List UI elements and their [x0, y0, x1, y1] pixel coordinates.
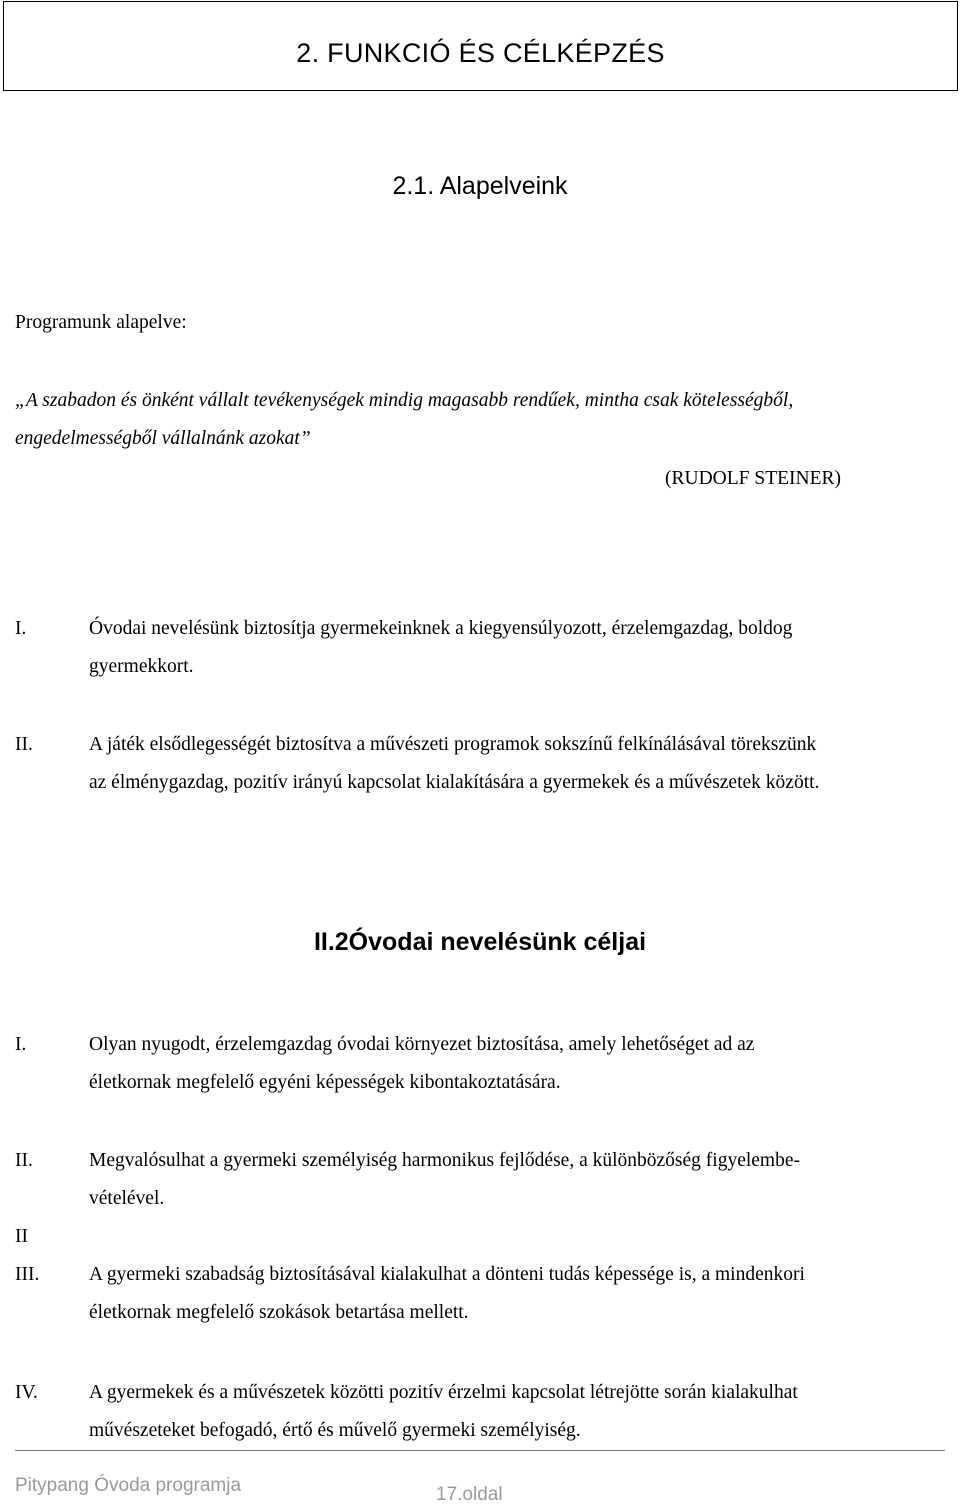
item-number-fragment: II [15, 1226, 28, 1247]
quote-author: (RUDOLF STEINER) [665, 468, 842, 489]
item-line-1: Óvodai nevelésünk biztosítja gyermekeinknek a kiegyensúlyozott, érzelemgazdag, boldog [89, 618, 793, 639]
footer-document-name: Pitypang Óvoda programja [15, 1475, 242, 1496]
item-line-2: életkornak megfelelő egyéni képességek kibontakoztatására. [89, 1072, 561, 1093]
item-line-2: az élménygazdag, pozitív irányú kapcsolat kialakítására a gyermekek és a művészetek között. [89, 772, 820, 793]
footer-page-number: 17.oldal [436, 1484, 503, 1505]
item-line-2: vételével. [89, 1188, 165, 1209]
document-title: 2. FUNKCIÓ ÉS CÉLKÉPZÉS [296, 38, 665, 68]
item-line-1: A gyermekek és a művészetek közötti pozitív érzelmi kapcsolat létrejötte során kialakulhat [89, 1382, 798, 1403]
item-line-2: életkornak megfelelő szokások betartása mellett. [89, 1302, 469, 1323]
item-line-1: A játék elsődlegességét biztosítva a művészeti programok sokszínű felkínálásával törekszünk [89, 734, 817, 755]
item-number: II. [15, 1150, 33, 1171]
item-number: III. [15, 1264, 40, 1285]
item-number: II. [15, 734, 33, 755]
section-heading-celjai: II.2Óvodai nevelésünk céljai [313, 928, 647, 956]
item-number: IV. [15, 1382, 38, 1403]
quote-line-2: engedelmességből vállalnánk azokat” [15, 428, 311, 449]
item-line-1: Olyan nyugodt, érzelemgazdag óvodai környezet biztosítása, amely lehetőséget ad az [89, 1034, 755, 1055]
item-line-1: Megvalósulhat a gyermeki személyiség harmonikus fejlődése, a különbözőség figyelembe- [89, 1150, 800, 1171]
footer-divider [15, 1450, 945, 1451]
item-line-2: gyermekkort. [89, 656, 194, 677]
section-heading-alapelveink: 2.1. Alapelveink [392, 172, 568, 200]
item-line-2: művészeteket befogadó, értő és művelő gyermeki személyiség. [89, 1420, 581, 1441]
title-box [3, 1, 958, 91]
item-number: I. [15, 618, 27, 639]
item-number: I. [15, 1034, 27, 1055]
quote-line-1: „A szabadon és önként vállalt tevékenységek mindig magasabb rendűek, mintha csak kötelességből, [15, 390, 794, 411]
item-line-1: A gyermeki szabadság biztosításával kialakulhat a dönteni tudás képessége is, a mindenkori [89, 1264, 805, 1285]
quote [15, 382, 950, 458]
intro-text: Programunk alapelve: [15, 312, 187, 333]
